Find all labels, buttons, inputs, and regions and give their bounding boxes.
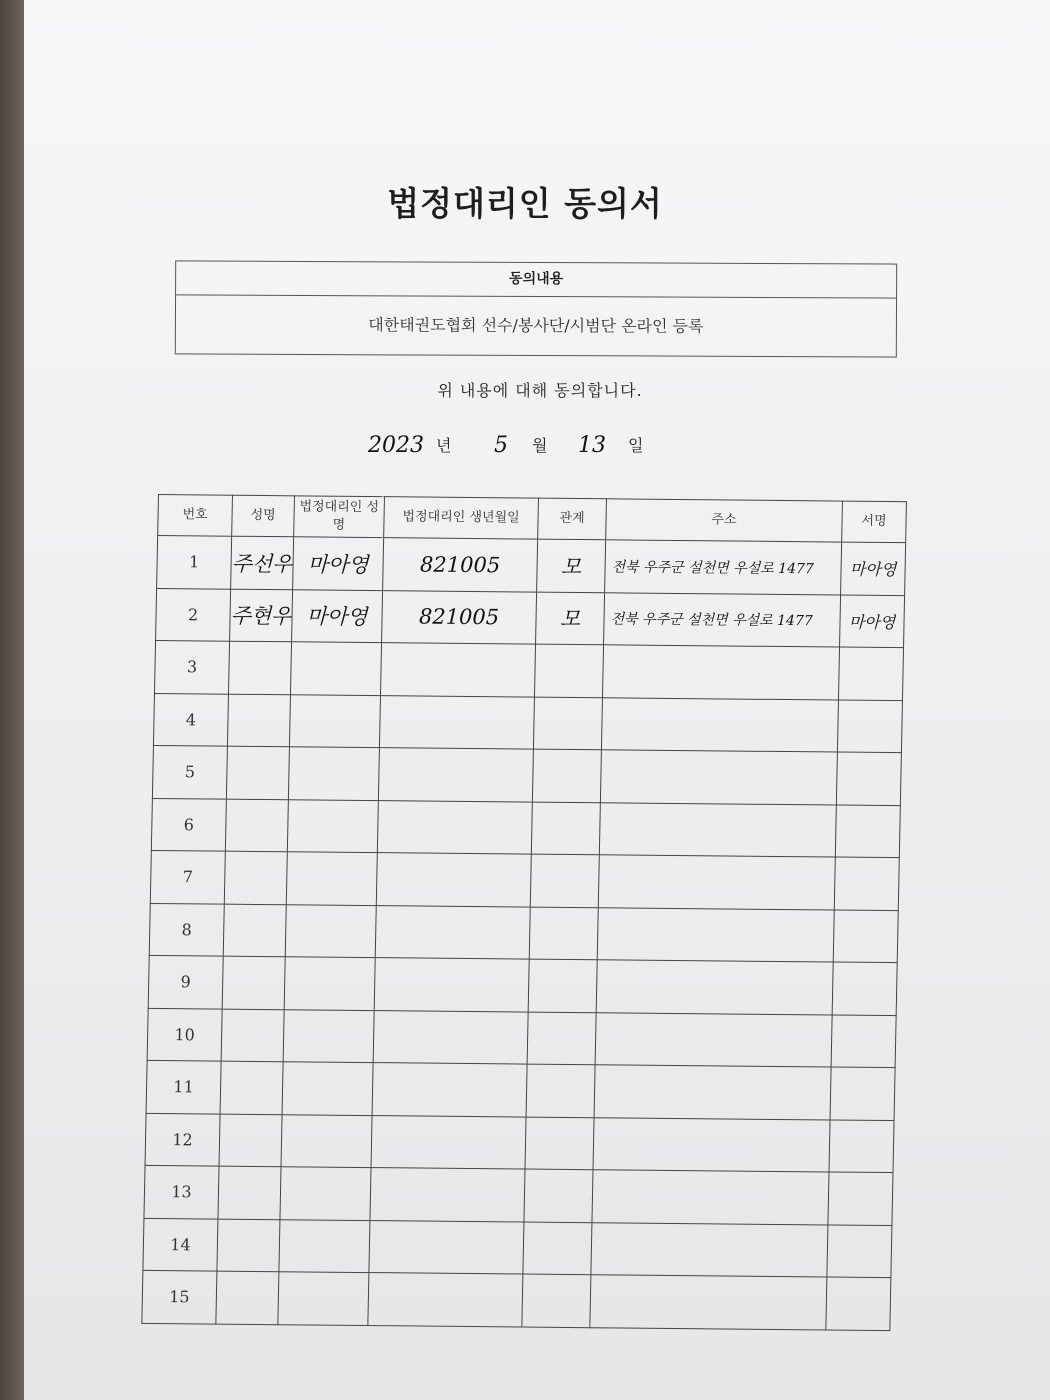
row-number: 3 bbox=[155, 640, 230, 693]
cell-signature bbox=[834, 857, 899, 910]
date-day-label: 일 bbox=[628, 436, 644, 455]
cell-relation bbox=[527, 1012, 596, 1065]
cell-address bbox=[600, 750, 837, 805]
cell-signature bbox=[833, 910, 898, 963]
cell-signature bbox=[835, 805, 900, 858]
cell-name bbox=[226, 746, 289, 799]
cell-signature: 마아영 bbox=[840, 595, 905, 648]
table-row bbox=[145, 1113, 894, 1173]
row-number: 6 bbox=[151, 798, 226, 851]
header-address: 주소 bbox=[606, 499, 843, 542]
header-name: 성명 bbox=[232, 495, 295, 537]
document-title: 법정대리인 동의서 bbox=[387, 184, 663, 223]
cell-signature bbox=[831, 1014, 896, 1067]
cell-address bbox=[590, 1275, 827, 1330]
cell-address bbox=[593, 1117, 830, 1172]
cell-relation bbox=[534, 644, 603, 697]
cell-guardian-birth bbox=[372, 1063, 527, 1117]
cell-relation bbox=[522, 1274, 591, 1327]
cell-guardian-birth bbox=[373, 1010, 528, 1064]
table-row bbox=[142, 1270, 891, 1330]
cell-signature bbox=[838, 647, 903, 700]
cell-guardian-birth bbox=[370, 1168, 525, 1222]
cell-address bbox=[594, 1065, 831, 1120]
cell-address bbox=[601, 697, 838, 752]
cell-guardian-name bbox=[290, 642, 381, 695]
cell-guardian-birth: 821005 bbox=[383, 538, 538, 592]
cell-signature bbox=[836, 752, 901, 805]
cell-signature bbox=[826, 1277, 891, 1330]
cell-guardian-name bbox=[287, 799, 378, 852]
date-month-label: 월 bbox=[532, 436, 548, 455]
cell-guardian-name: 마아영 bbox=[292, 589, 383, 642]
cell-guardian-birth: 821005 bbox=[382, 590, 537, 644]
table-row bbox=[152, 745, 901, 805]
cell-name bbox=[218, 1166, 281, 1219]
cell-guardian-name bbox=[282, 1062, 373, 1115]
cell-signature bbox=[829, 1119, 894, 1172]
row-number: 12 bbox=[145, 1113, 220, 1166]
cell-signature: 마아영 bbox=[841, 542, 906, 595]
cell-name: 주선우 bbox=[231, 536, 294, 589]
consent-header: 동의내용 bbox=[176, 261, 896, 298]
cell-address bbox=[599, 802, 836, 857]
cell-guardian-birth bbox=[375, 905, 530, 959]
cell-guardian-name bbox=[283, 1009, 374, 1062]
table-row bbox=[144, 1165, 893, 1225]
cell-name bbox=[216, 1271, 279, 1324]
cell-guardian-name bbox=[281, 1114, 372, 1167]
cell-relation bbox=[533, 697, 602, 750]
cell-address bbox=[595, 1012, 832, 1067]
cell-guardian-name: 마아영 bbox=[293, 537, 384, 590]
header-signature: 서명 bbox=[842, 501, 907, 543]
cell-signature bbox=[837, 700, 902, 753]
consent-body: 대한태권도협회 선수/봉사단/시범단 온라인 등록 bbox=[368, 315, 704, 336]
cell-name bbox=[219, 1114, 282, 1167]
row-number: 13 bbox=[144, 1165, 219, 1218]
table-row bbox=[150, 850, 899, 910]
table-row bbox=[147, 1008, 896, 1068]
table-row bbox=[148, 955, 897, 1015]
cell-signature bbox=[832, 962, 897, 1015]
cell-address bbox=[602, 645, 839, 700]
row-number: 8 bbox=[149, 903, 224, 956]
cell-signature bbox=[827, 1224, 892, 1277]
cell-guardian-name bbox=[284, 957, 375, 1010]
cell-signature bbox=[828, 1172, 893, 1225]
row-number: 9 bbox=[148, 955, 223, 1008]
cell-relation bbox=[529, 907, 598, 960]
row-number: 1 bbox=[157, 535, 232, 588]
cell-guardian-name bbox=[289, 694, 380, 747]
cell-name bbox=[227, 694, 290, 747]
row-number: 7 bbox=[150, 850, 225, 903]
row-number: 15 bbox=[142, 1270, 217, 1323]
cell-relation bbox=[524, 1169, 593, 1222]
cell-name: 주현우 bbox=[230, 589, 293, 642]
date-month: 5 bbox=[494, 433, 508, 458]
cell-guardian-birth bbox=[380, 643, 535, 697]
cell-relation: 모 bbox=[537, 539, 606, 592]
row-number: 2 bbox=[156, 588, 231, 641]
cell-name bbox=[221, 1009, 284, 1062]
cell-guardian-name bbox=[279, 1219, 370, 1272]
cell-guardian-name bbox=[285, 904, 376, 957]
cell-guardian-birth bbox=[369, 1220, 524, 1274]
cell-relation bbox=[532, 749, 601, 802]
cell-relation bbox=[525, 1117, 594, 1170]
cell-guardian-name bbox=[280, 1167, 371, 1220]
cell-guardian-name bbox=[286, 852, 377, 905]
cell-relation bbox=[530, 854, 599, 907]
cell-name bbox=[222, 956, 285, 1009]
date-day: 13 bbox=[578, 433, 606, 458]
table-row bbox=[143, 1218, 892, 1278]
row-number: 11 bbox=[146, 1060, 221, 1113]
cell-name bbox=[224, 851, 287, 904]
table-row bbox=[146, 1060, 895, 1120]
cell-guardian-birth bbox=[376, 853, 531, 907]
consent-table bbox=[141, 494, 907, 1331]
table-row bbox=[157, 535, 906, 595]
row-number: 14 bbox=[143, 1218, 218, 1271]
cell-relation bbox=[523, 1222, 592, 1275]
table-row bbox=[151, 798, 900, 858]
cell-guardian-birth bbox=[379, 695, 534, 749]
cell-relation bbox=[531, 802, 600, 855]
row-number: 5 bbox=[152, 745, 227, 798]
table-row bbox=[156, 588, 905, 648]
cell-address bbox=[596, 960, 833, 1015]
cell-address bbox=[597, 907, 834, 962]
cell-name bbox=[220, 1061, 283, 1114]
cell-name bbox=[223, 904, 286, 957]
cell-signature bbox=[830, 1067, 895, 1120]
cell-address bbox=[591, 1222, 828, 1277]
header-guardian-birth: 법정대리인 생년월일 bbox=[384, 497, 539, 539]
header-no: 번호 bbox=[158, 495, 233, 537]
date-year-label: 년 bbox=[436, 436, 452, 455]
cell-address: 전북 우주군 설천면 우설로 1477 bbox=[604, 592, 841, 647]
cell-guardian-birth bbox=[377, 800, 532, 854]
cell-guardian-name bbox=[278, 1272, 369, 1325]
cell-relation: 모 bbox=[536, 592, 605, 645]
agree-statement: 위 내용에 대해 동의합니다. bbox=[437, 381, 643, 400]
cell-relation bbox=[526, 1064, 595, 1117]
date-year: 2023 bbox=[368, 433, 424, 458]
cell-guardian-birth bbox=[374, 958, 529, 1012]
cell-guardian-name bbox=[288, 747, 379, 800]
cell-name bbox=[225, 799, 288, 852]
row-number: 4 bbox=[153, 693, 228, 746]
cell-guardian-birth bbox=[368, 1273, 523, 1327]
table-row bbox=[153, 693, 902, 753]
cell-address: 전북 우주군 설천면 우설로 1477 bbox=[605, 540, 842, 595]
table-row bbox=[155, 640, 904, 700]
cell-relation bbox=[528, 959, 597, 1012]
cell-guardian-birth bbox=[378, 748, 533, 802]
cell-address bbox=[598, 855, 835, 910]
cell-name bbox=[217, 1219, 280, 1272]
cell-address bbox=[592, 1170, 829, 1225]
consent-box bbox=[175, 260, 897, 357]
cell-name bbox=[229, 641, 292, 694]
table-header-row bbox=[158, 495, 907, 543]
table-row bbox=[149, 903, 898, 963]
header-guardian-name: 법정대리인 성명 bbox=[294, 496, 385, 538]
cell-guardian-birth bbox=[371, 1115, 526, 1169]
header-relation: 관계 bbox=[538, 498, 607, 540]
row-number: 10 bbox=[147, 1008, 222, 1061]
date-line bbox=[0, 428, 1050, 464]
